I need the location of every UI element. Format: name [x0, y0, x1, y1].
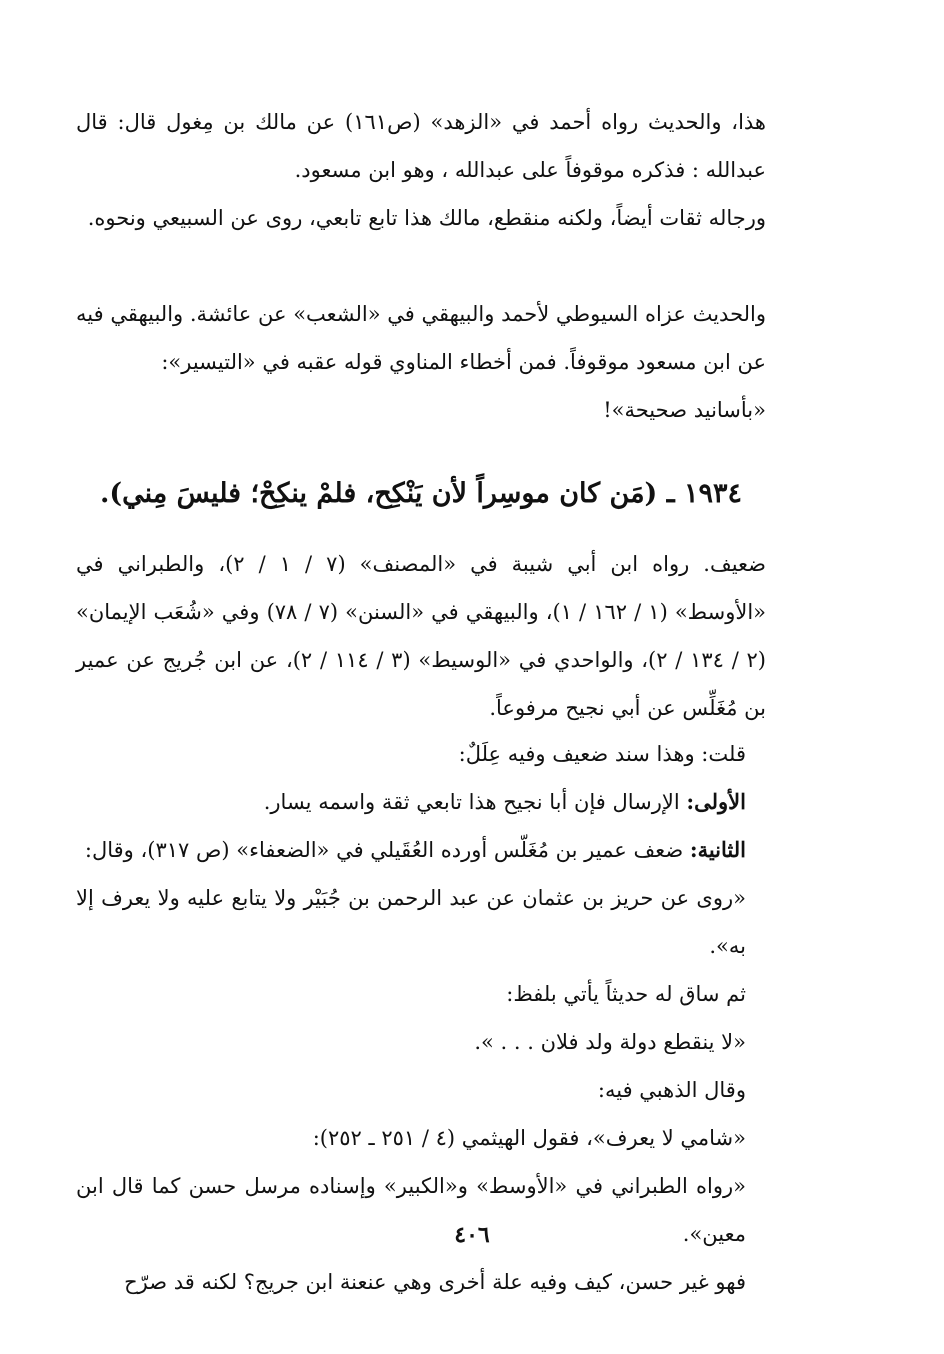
second-defect-text: ضعف عمير بن مُغَلّس أورده العُقَيلي في «الضعفاء» (ص ٣١٧)، وقال:: [84, 838, 690, 862]
paragraph-narrators: ورجاله ثقات أيضاً، ولكنه منقطع، مالك هذا تابع تابعي، روى عن السبيعي ونحوه.: [87, 206, 766, 230]
taysir-quote: «بأسانيد صحيحة»!: [603, 398, 766, 422]
hadith-wording-quote: «لا ينقطع دولة ولد فلان . . . ».: [474, 1030, 746, 1054]
suyuti-text: والحديث عزاه السيوطي لأحمد والبيهقي في «الشعب» عن عائشة. والبيهقي فيه عن ابن مسعود موقوفاً. فمن أخطاء المناوي قوله عقبه في «التيسير»:: [76, 302, 766, 374]
first-defect-text: الإرسال فإن أبا نجيح هذا تابعي ثقة واسمه يسار.: [263, 790, 687, 814]
second-defect-label: الثانية:: [689, 837, 746, 862]
dhahabi-quote: «شامي لا يعرف»، فقول الهيثمي (٤ / ٢٥١ ـ ٢٥٢):: [312, 1126, 746, 1150]
paragraph-takhrij: ضعيف. رواه ابن أبي شيبة في «المصنف» (٧ / ١ / ٢)، والطبراني في «الأوسط» (١ / ١٦٢ / ١)، والبيهقي في «السنن» (٧ / ٧٨) وفي «شُعَب الإيمان» (٢ / ١٣٤ / ٢)، والواحدي في «الوسيط» (٣ / ١١٤ / ٢)، عن ابن جُريج عن عمير بن مُغَلِّس عن أبي نجيح مرفوعاً.: [76, 552, 767, 720]
then-line: ثم ساق له حديثاً يأتي بلفظ:: [506, 982, 746, 1006]
commentary-intro: قلت: وهذا سند ضعيف وفيه عِلَلٌ:: [458, 742, 746, 766]
second-defect: [76, 826, 766, 874]
first-defect: [76, 778, 766, 826]
haythami-quote: «رواه الطبراني في «الأوسط» و«الكبير» وإسناده مرسل حسن كما قال ابن معين».: [76, 1174, 746, 1246]
commentary-section: [76, 730, 766, 1306]
hadith-heading: ١٩٣٤ ـ (مَن كان موسِراً لأن يَنْكِح، فلمْ ينكِحْ؛ فليسَ مِني).: [99, 478, 743, 509]
uqayli-quote: «روى عن حريز بن عثمان عن عبد الرحمن بن جُبَيْر ولا يتابع عليه ولا يعرف إلا به».: [76, 886, 746, 958]
paragraph-zuhd-narration: هذا، والحديث رواه أحمد في «الزهد» (ص١٦١) عن مالك بن مِغول قال: قال عبدالله : فذكره موقوفاً على عبدالله ، وهو ابن مسعود.: [76, 110, 766, 182]
page-number: ٤٠٦: [454, 1222, 490, 1248]
first-defect-label: الأولى:: [686, 789, 746, 814]
paragraph-suyuti: [76, 290, 766, 434]
final-line: فهو غير حسن، كيف وفيه علة أخرى وهي عنعنة ابن جريج؟ لكنه قد صرّح: [124, 1270, 746, 1294]
dhahabi-line: وقال الذهبي فيه:: [597, 1078, 746, 1102]
